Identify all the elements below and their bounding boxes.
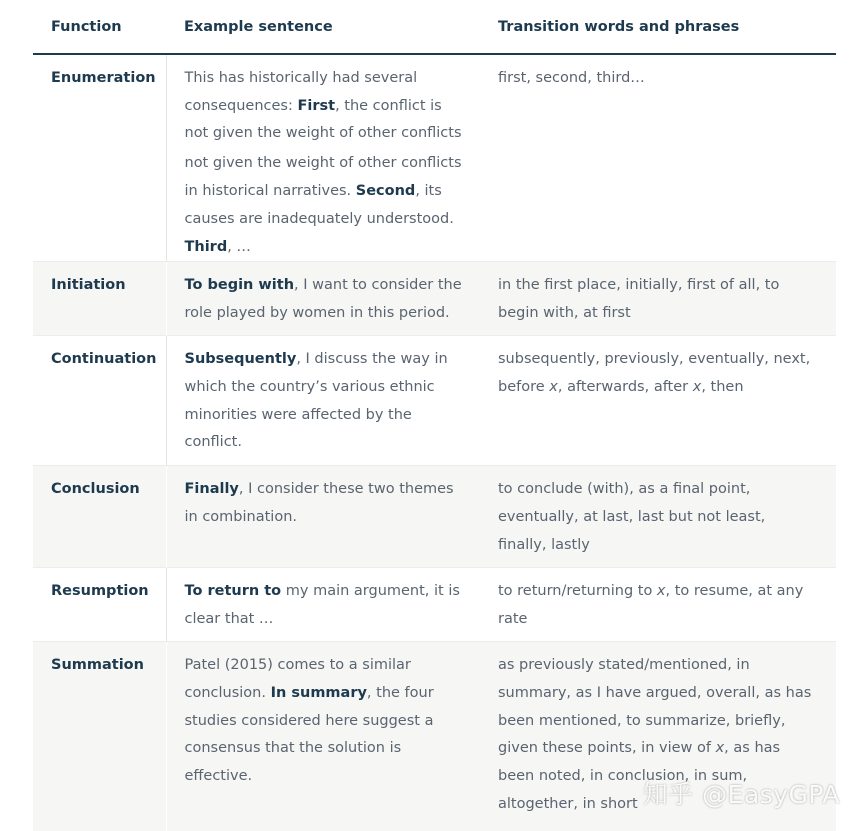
table-header-row <box>33 0 836 54</box>
example-text-top: This has historically had several consequences: First, the conflict is <box>184 70 442 114</box>
function-cell: Initiation <box>51 277 126 294</box>
transition-words-table <box>33 0 836 831</box>
table-row-conclusion <box>33 466 836 568</box>
header-transition-words: Transition words and phrases <box>480 0 836 54</box>
header-function: Function <box>33 0 166 54</box>
example-clipped-line: not given the weight of other conflicts <box>184 125 462 142</box>
table-row-initiation <box>33 262 836 336</box>
transition-cell: in the first place, initially, first of all, to begin with, at first <box>498 277 780 321</box>
header-example-sentence: Example sentence <box>166 0 480 54</box>
example-cell: To begin with, I want to consider the role played by women in this period. <box>166 262 480 336</box>
transition-cell: to return/returning to x, to resume, at any rate <box>498 583 804 627</box>
transition-cell: first, second, third… <box>498 70 645 86</box>
function-cell: Summation <box>51 657 144 674</box>
table-row-continuation <box>33 336 836 466</box>
transition-cell: to conclude (with), as a final point, eventually, at last, last but not least, finally, lastly <box>498 481 766 553</box>
function-cell: Conclusion <box>51 481 140 498</box>
watermark: 知乎 @EasyGPA <box>642 780 840 809</box>
example-cell: Finally, I consider these two themes in combination. <box>166 466 480 568</box>
function-cell: Continuation <box>51 351 157 368</box>
example-cell: To return to my main argument, it is clear that … <box>166 568 480 642</box>
transition-cell: as previously stated/mentioned, in summary, as I have argued, overall, as has been mentioned, to summarize, briefly, given these points, in view of x, as has been noted, in conclusion, in sum, altogether, in short <box>498 657 812 812</box>
function-cell: Enumeration <box>51 70 156 86</box>
example-cell <box>166 54 480 262</box>
function-cell: Resumption <box>51 583 149 600</box>
transition-cell: subsequently, previously, eventually, next, before x, afterwards, after x, then <box>498 351 811 395</box>
example-cell: Patel (2015) comes to a similar conclusion. In summary, the four studies considered here suggest a consensus that the solution is effective. <box>166 642 480 831</box>
table-row-resumption <box>33 568 836 642</box>
example-text-bottom: not given the weight of other conflicts in historical narratives. Second, its causes are inadequately understood. Third, … <box>184 155 462 255</box>
table-row-enumeration <box>33 54 836 262</box>
example-cell: Subsequently, I discuss the way in which the country’s various ethnic minorities were affected by the conflict. <box>166 336 480 466</box>
